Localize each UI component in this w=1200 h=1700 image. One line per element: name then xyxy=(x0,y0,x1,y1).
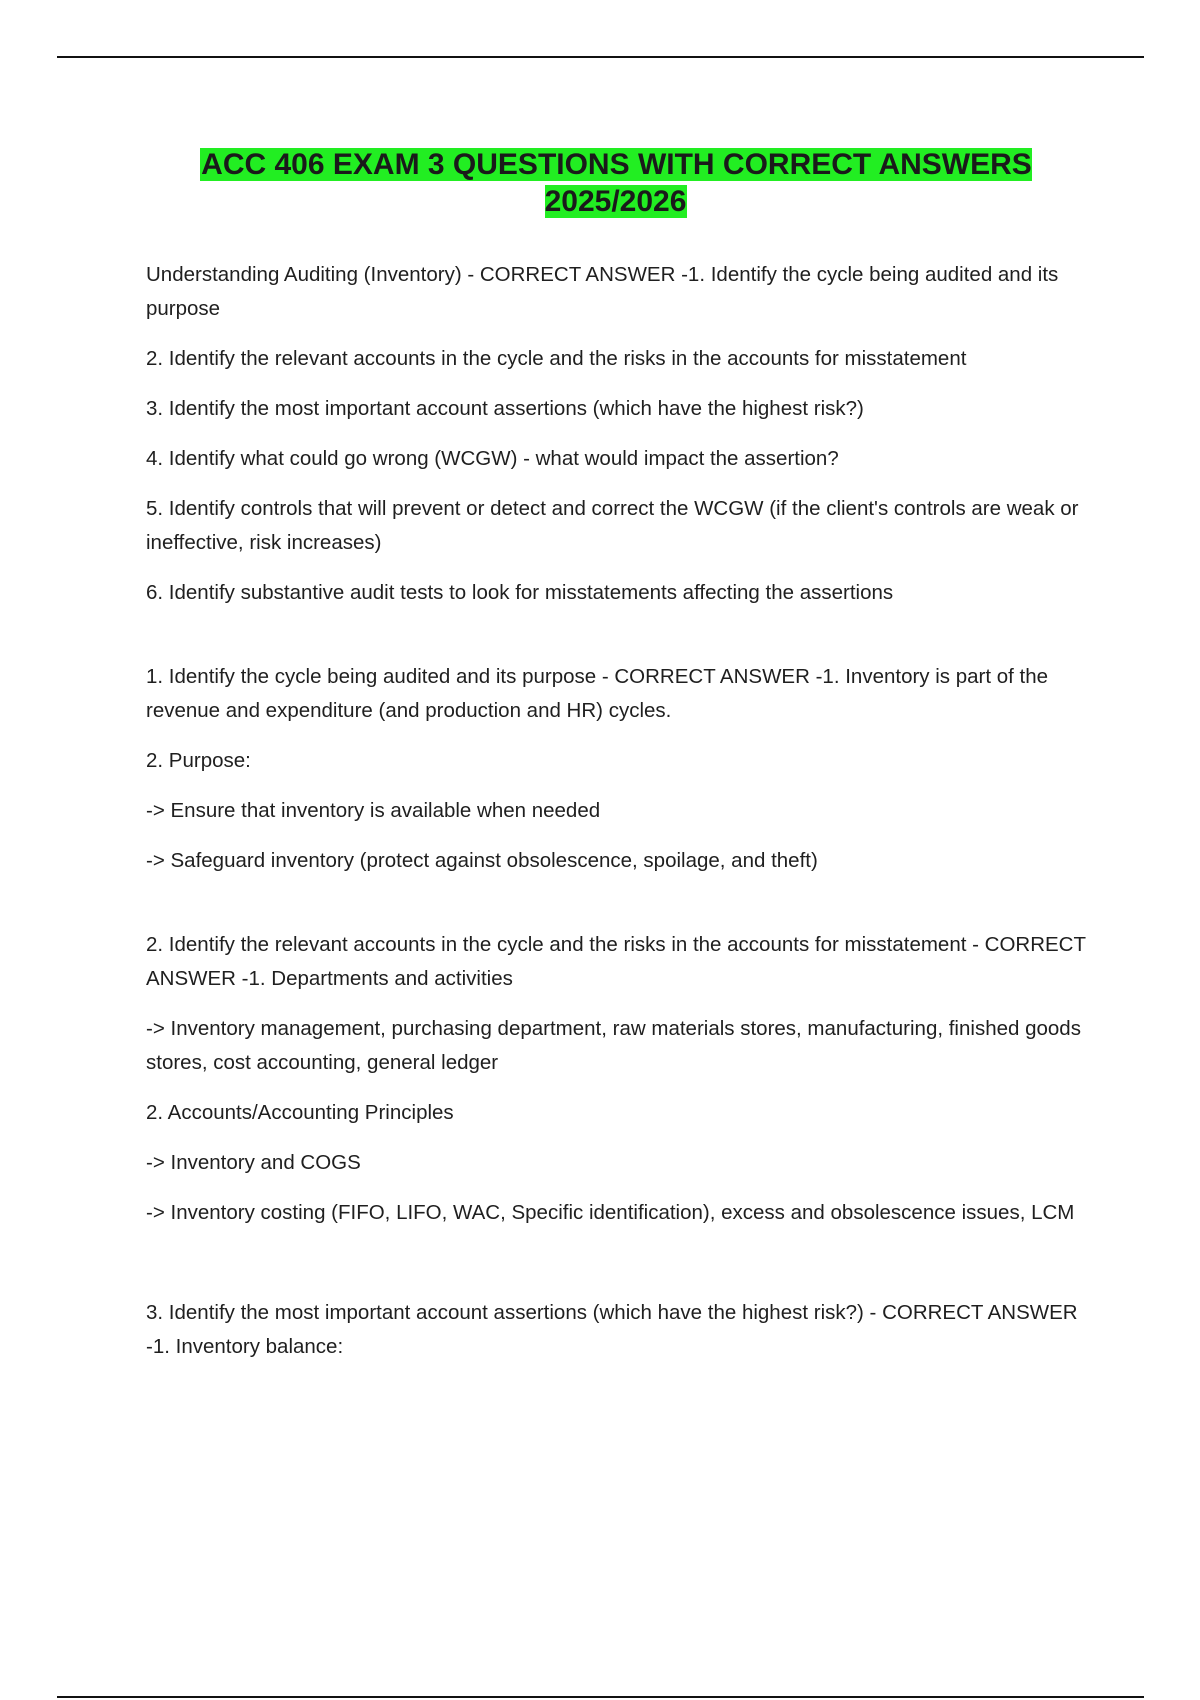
paragraph: -> Inventory costing (FIFO, LIFO, WAC, Specific identification), excess and obsolescence issues, LCM xyxy=(146,1201,1075,1224)
paragraph: 2. Accounts/Accounting Principles xyxy=(146,1101,454,1124)
document-page xyxy=(146,146,1086,1380)
paragraph: 1. Identify the cycle being audited and its purpose - CORRECT ANSWER -1. Inventory is part of the revenue and expenditure (and production and HR) cycles. xyxy=(146,665,1049,722)
header-rule xyxy=(57,56,1144,58)
paragraph: 2. Purpose: xyxy=(146,749,251,772)
qa-block-cycle xyxy=(146,660,1086,878)
paragraph: -> Inventory and COGS xyxy=(146,1151,361,1174)
paragraph: -> Inventory management, purchasing department, raw materials stores, manufacturing, finished goods stores, cost accounting, general ledger xyxy=(146,1017,1081,1074)
paragraph: 6. Identify substantive audit tests to look for misstatements affecting the assertions xyxy=(146,581,894,604)
paragraph: 3. Identify the most important account assertions (which have the highest risk?) xyxy=(146,397,864,420)
paragraph: 3. Identify the most important account assertions (which have the highest risk?) - CORRECT ANSWER -1. Inventory balance: xyxy=(146,1301,1078,1358)
qa-block-accounts xyxy=(146,928,1086,1230)
document-title xyxy=(146,146,1086,220)
section-gap xyxy=(146,894,1086,928)
paragraph: 2. Identify the relevant accounts in the cycle and the risks in the accounts for misstatement - CORRECT ANSWER -1. Departments and activities xyxy=(146,933,1086,990)
title-highlight: ACC 406 EXAM 3 QUESTIONS WITH CORRECT ANSWERS 2025/2026 xyxy=(201,148,1032,218)
section-gap xyxy=(146,626,1086,660)
qa-block-assertions xyxy=(146,1296,1086,1364)
paragraph: Understanding Auditing (Inventory) - CORRECT ANSWER -1. Identify the cycle being audited and its purpose xyxy=(146,263,1059,320)
paragraph: -> Safeguard inventory (protect against obsolescence, spoilage, and theft) xyxy=(146,849,818,872)
paragraph: -> Ensure that inventory is available when needed xyxy=(146,799,601,822)
qa-block-understanding xyxy=(146,258,1086,610)
paragraph: 5. Identify controls that will prevent or detect and correct the WCGW (if the client's controls are weak or ineffective, risk increases) xyxy=(146,497,1079,554)
paragraph: 4. Identify what could go wrong (WCGW) - what would impact the assertion? xyxy=(146,447,839,470)
paragraph: 2. Identify the relevant accounts in the cycle and the risks in the accounts for misstatement xyxy=(146,347,967,370)
footer-rule xyxy=(57,1696,1144,1698)
section-gap xyxy=(146,1246,1086,1296)
